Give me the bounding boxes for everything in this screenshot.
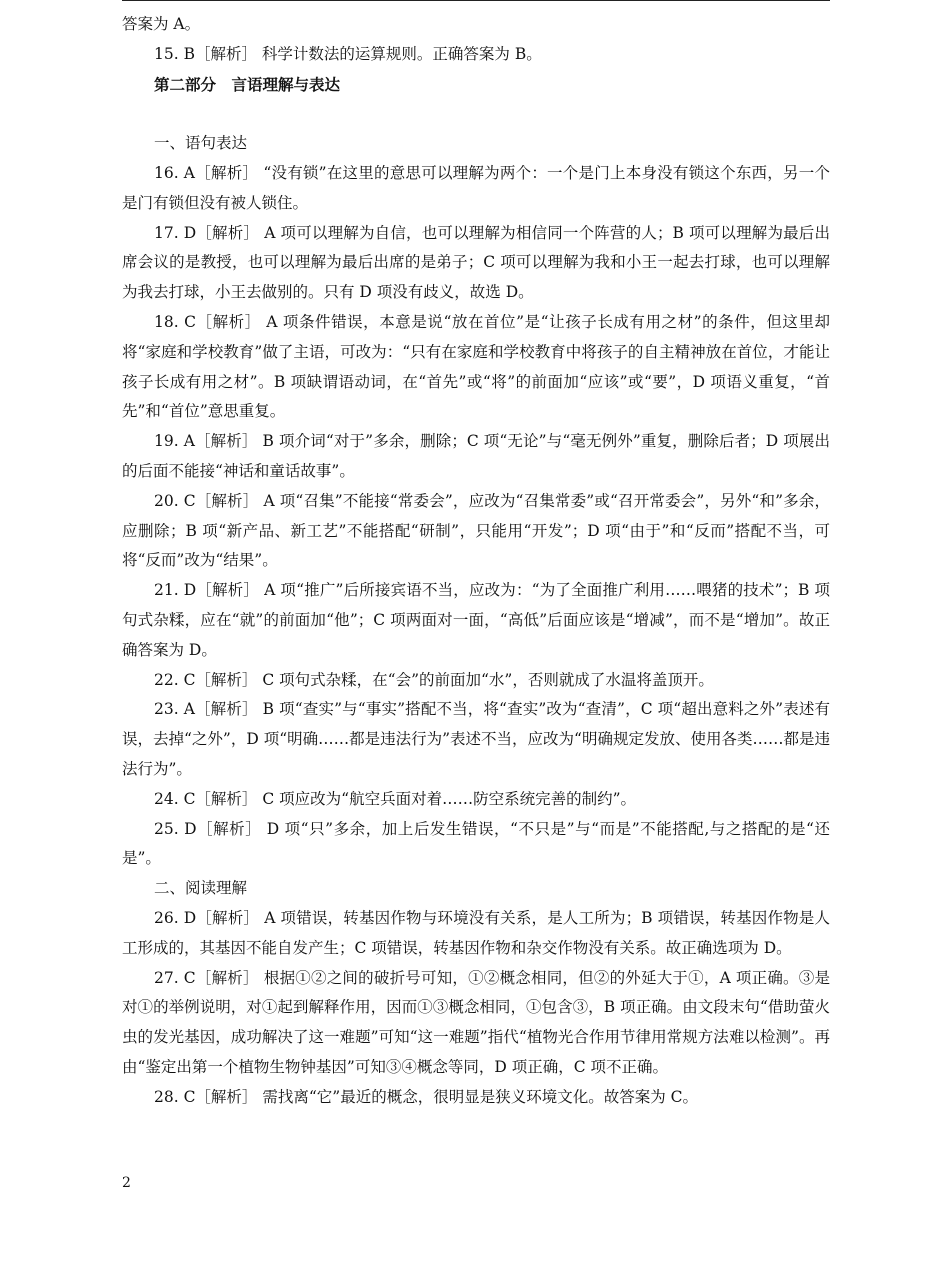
- paragraph: 答案为 A。: [122, 15, 201, 33]
- paragraph: 15. B［解析］ 科学计数法的运算规则。正确答案为 B。: [154, 44, 542, 63]
- paragraph: 24. C［解析］ C 项应改为“航空兵面对着……防空系统完善的制约”。: [154, 789, 637, 808]
- paragraph: 18. C［解析］ A 项条件错误，本意是说“放在首位”是“让孩子长成有用之材”的条件，但这里却将“家庭和学校教育”做了主语，可改为：“只有在家庭和学校教育中将孩子的自主精神放在首位，才能让孩子长成有用之材”。B 项缺谓语动词，在“首先”或“将”的前面加“应该”或“要”，D 项语义重复，“首先”和“首位”意思重复。: [122, 312, 830, 421]
- page-number: 2: [122, 1175, 131, 1191]
- paragraph: 27. C［解析］ 根据①②之间的破折号可知，①②概念相同，但②的外延大于①，A 项正确。③是对①的举例说明，对①起到解释作用，因而①③概念相同，①包含③，B 项正确。由文段末句“借助萤火虫的发光基因，成功解决了这一难题”可知“这一难题”指代“植物光合作用节律用常规方法难以检测”。再由“鉴定出第一个植物生物钟基因”可知③④概念等同，D 项正确，C 项不正确。: [122, 968, 830, 1076]
- paragraph: 21. D［解析］ A 项“推广”后所接宾语不当，应改为：“为了全面推广利用……喂猪的技术”；B 项句式杂糅，应在“就”的前面加“他”；C 项两面对一面，“高低”后面应该是“增减”，而不是“增加”。故正确答案为 D。: [122, 581, 830, 659]
- document-body: [122, 10, 830, 1112]
- paragraph: 16. A［解析］ “没有锁”在这里的意思可以理解为两个：一个是门上本身没有锁这个东西，另一个是门有锁但没有被人锁住。: [122, 163, 830, 212]
- paragraph: 19. A［解析］ B 项介词“对于”多余，删除；C 项“无论”与“毫无例外”重复，删除后者；D 项展出的后面不能接“神话和童话故事”。: [122, 432, 830, 480]
- paragraph: 28. C［解析］ 需找离“它”最近的概念，很明显是狭义环境文化。故答案为 C。: [154, 1087, 699, 1106]
- top-rule: [122, 0, 830, 1]
- paragraph: 20. C［解析］ A 项“召集”不能接“常委会”，应改为“召集常委”或“召开常委会”，另外“和”多余，应删除；B 项“新产品、新工艺”不能搭配“研制”，只能用“开发”；D 项“由于”和“反而”搭配不当，可将“反而”改为“结果”。: [122, 491, 830, 570]
- paragraph: 25. D［解析］ D 项“只”多余，加上后发生错误，“不只是”与“而是”不能搭配,与之搭配的是“还是”。: [122, 819, 830, 868]
- paragraph: 23. A［解析］ B 项“查实”与“事实”搭配不当，将“查实”改为“查清”，C 项“超出意料之外”表述有误，去掉“之外”，D 项“明确……都是违法行为”表述不当，应改为“明确规定发放、使用各类……都是违法行为”。: [122, 700, 830, 778]
- blank-line: [122, 99, 830, 129]
- subsection-heading: 二、阅读理解: [154, 879, 248, 898]
- paragraph: 22. C［解析］ C 项句式杂糅，在“会”的前面加“水”，否则就成了水温将盖顶开。: [154, 670, 714, 689]
- paragraph: 17. D［解析］ A 项可以理解为自信，也可以理解为相信同一个阵营的人；B 项可以理解为最后出席会议的是教授，也可以理解为最后出席的是弟子；C 项可以理解为我和小王一起去打球，也可以理解为我去打球，小王去做别的。只有 D 项没有歧义，故选 D。: [122, 223, 830, 302]
- section-heading: 第二部分 言语理解与表达: [154, 74, 341, 94]
- subsection-heading: 一、语句表达: [154, 134, 248, 153]
- paragraph: 26. D［解析］ A 项错误，转基因作物与环境没有关系，是人工所为；B 项错误，转基因作物是人工形成的，其基因不能自发产生；C 项错误，转基因作物和杂交作物没有关系。故正确选项为 D。: [122, 908, 830, 957]
